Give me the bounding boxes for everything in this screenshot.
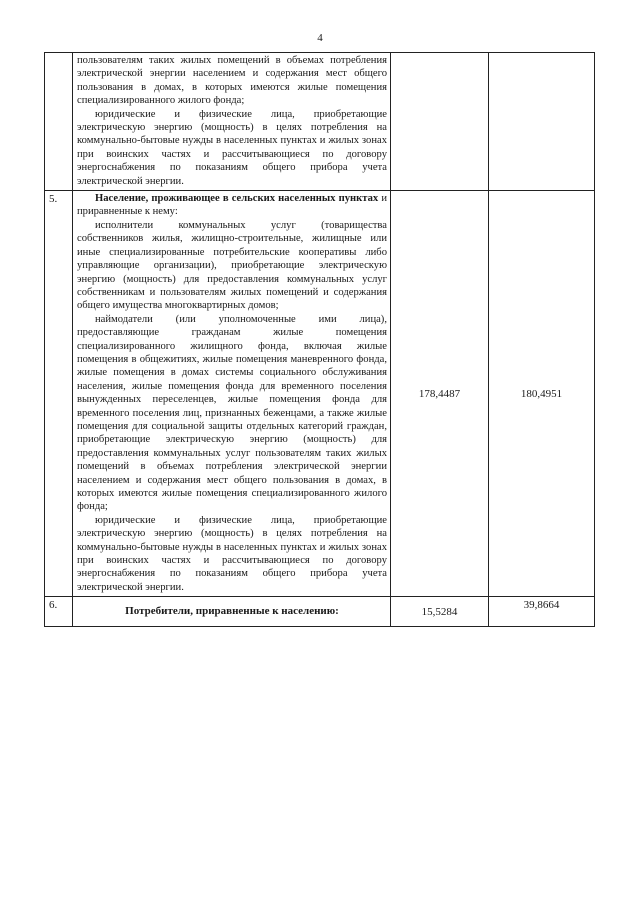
- paragraph: пользователям таких жилых помещений в объемах потребления электрической энергии населением и содержания мест общего пользования в домах, в которых имеются жилые помещения специализированного жилого фонда;: [77, 55, 387, 107]
- row-number: 6.: [45, 597, 73, 627]
- value-cell-1: 178,4487: [391, 191, 489, 597]
- row-label: Потребители, приравненные к населению:: [73, 597, 391, 627]
- table-row-5: [45, 191, 595, 597]
- description-cell: [73, 191, 391, 597]
- paragraph: юридические и физические лица, приобретающие электрическую энергию (мощность) в целях потребления на коммунально-бытовые нужды в населенных пунктах и жилых зонах при воинских частях и рассчитывающиеся по договору энергоснабжения по показаниям общего прибора учета электрической энергии.: [77, 108, 387, 187]
- page-number: 4: [317, 32, 323, 44]
- table-row-6: [45, 597, 595, 627]
- value-cell-1: [391, 53, 489, 191]
- paragraph: юридические и физические лица, приобретающие электрическую энергию (мощность) в целях потребления на коммунально-бытовые нужды в населенных пунктах и жилых зонах при воинских частях и рассчитывающиеся по договору энергоснабжения по показаниям общего прибора учета электрической энергии.: [77, 514, 387, 593]
- paragraph: исполнители коммунальных услуг (товарищества собственников жилья, жилищно-строительные, жилищные или иные специализированные потребительские кооперативы либо управляющие организации), приобретающие электрическую энергию (мощность) для предоставления коммунальных услуг собственникам и пользователям жилых помещений и содержания общего имущества многоквартирных домов;: [77, 219, 387, 312]
- row-number: 5.: [45, 191, 73, 597]
- heading-bold: Население, проживающее в сельских населенных пунктах: [95, 193, 379, 205]
- description-cell: [73, 53, 391, 191]
- value-cell-2: 39,8664: [489, 597, 595, 627]
- tariff-table: [44, 52, 595, 627]
- value-cell-2: 180,4951: [489, 191, 595, 597]
- table-row-continued: [45, 53, 595, 191]
- row-number-cell: [45, 53, 73, 191]
- row-heading: [77, 192, 387, 219]
- heading-rest: и приравненные к нему:: [77, 193, 387, 218]
- value-cell-2: [489, 53, 595, 191]
- value-cell-1: 15,5284: [391, 597, 489, 627]
- paragraph: наймодатели (или уполномоченные ими лица), предоставляющие гражданам жилые помещения специализированного жилищного фонда, включая жилые помещения в общежитиях, жилые помещения маневренного фонда, жилые помещения в домах системы социального обслуживания населения, жилые помещения фонда для временного поселения вынужденных переселенцев, жилые помещения фонда для временного поселения лиц, признанных беженцами, а также жилые помещения для социальной защиты отдельных категорий граждан, приобретающие электрическую энергию (мощность) для предоставления коммунальных услуг пользователям таких жилых помещений в объемах потребления электрической энергии населением и содержания мест общего пользования в домах, в которых имеются жилые помещения специализированного жилого фонда;: [77, 313, 387, 513]
